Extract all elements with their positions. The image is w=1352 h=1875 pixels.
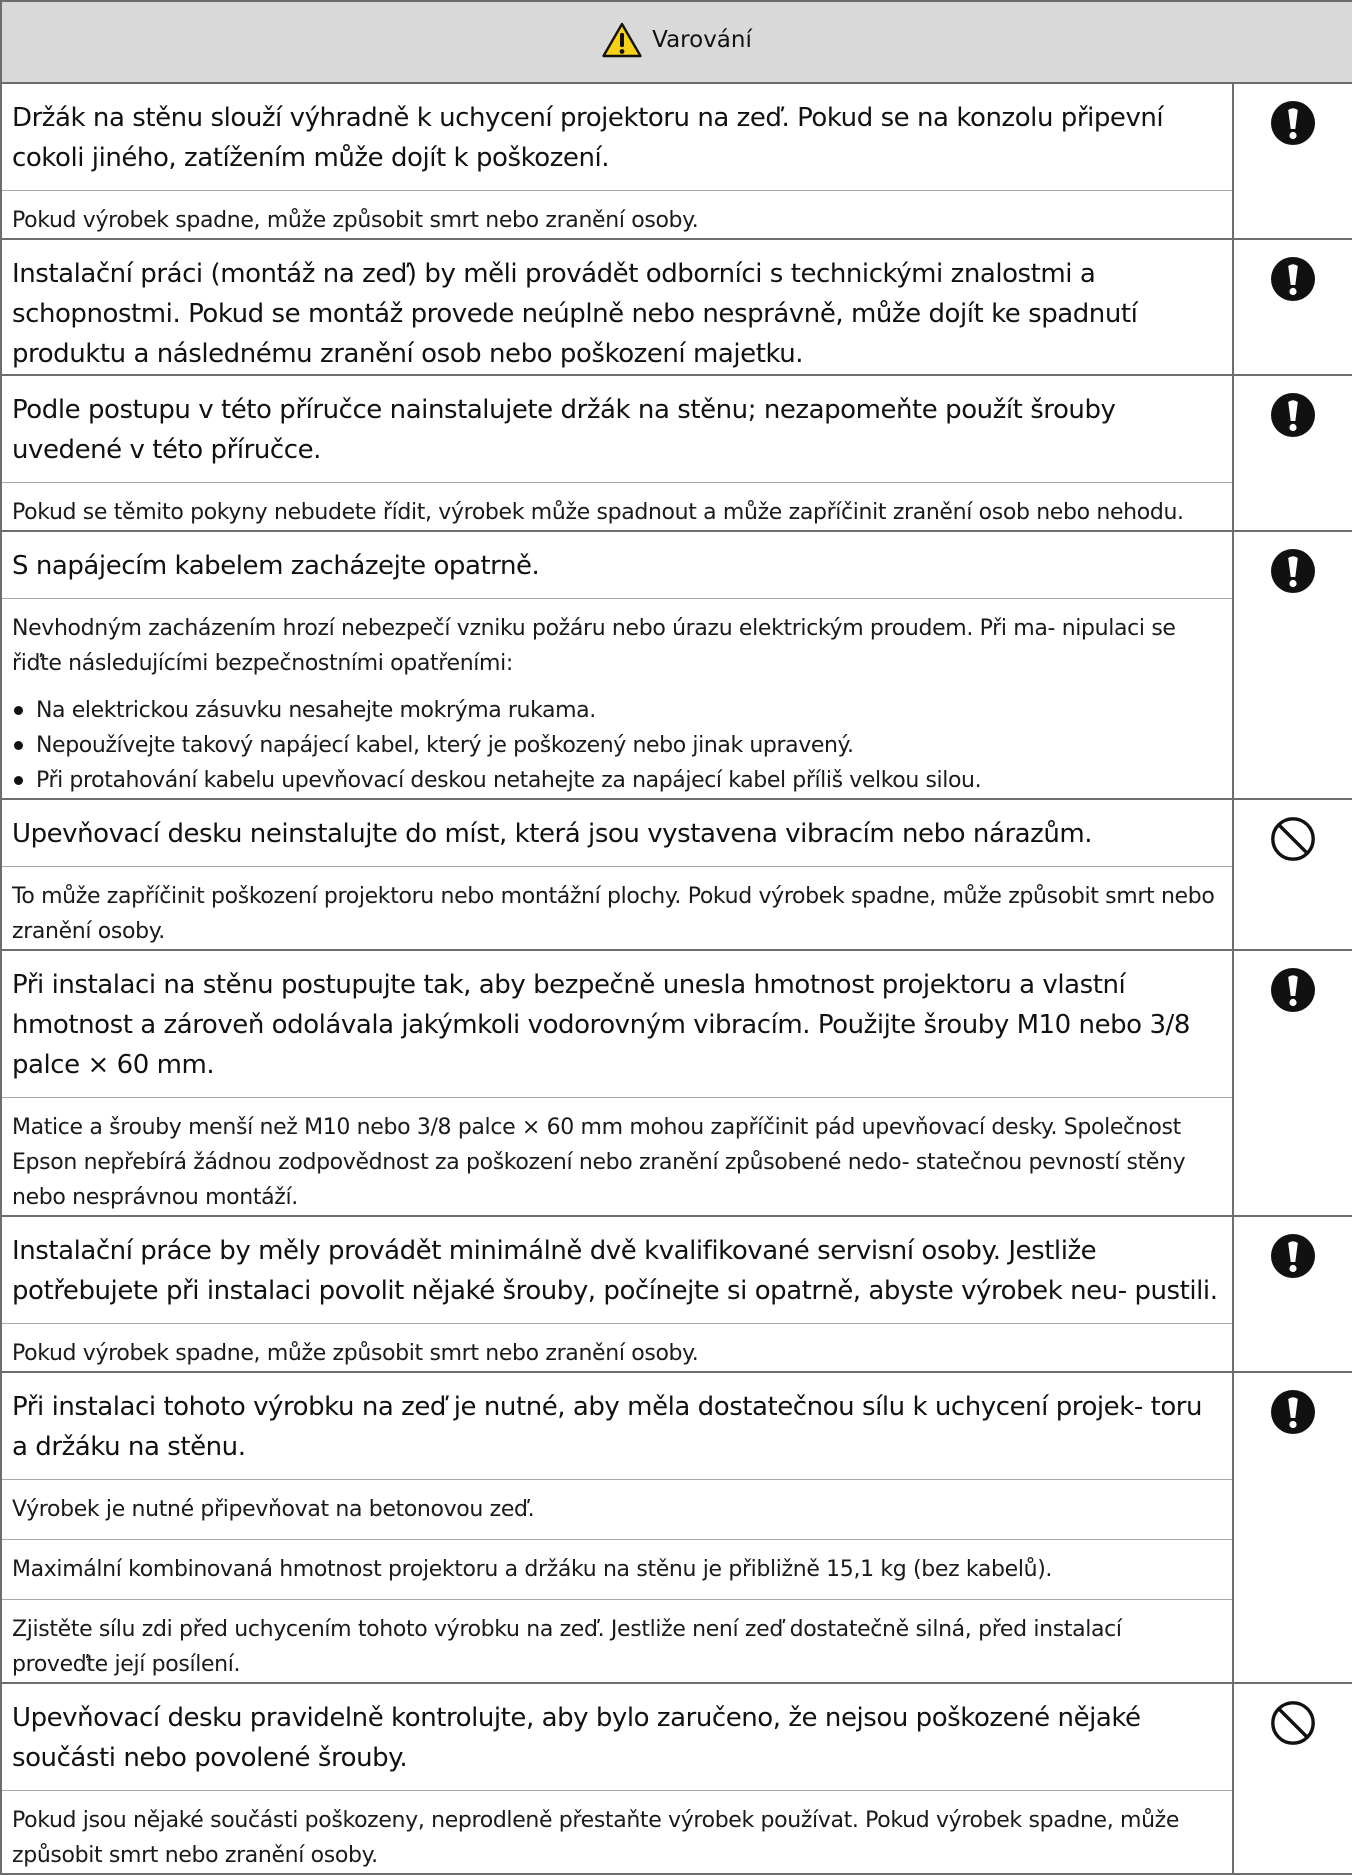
list-item: Při protahování kabelu upevňovací deskou netahejte za napájecí kabel příliš velkou silou. — [12, 763, 1222, 798]
warning-detail: Pokud výrobek spadne, může způsobit smrt nebo zranění osoby. — [12, 208, 699, 233]
warning-detail: Pokud výrobek spadne, může způsobit smrt nebo zranění osoby. — [12, 1341, 699, 1366]
row-separator — [2, 1790, 1232, 1791]
warning-text-cell — [1, 799, 1233, 950]
prohibited-icon — [1270, 1731, 1316, 1750]
warning-row — [1, 950, 1352, 1216]
warning-text-cell — [1, 375, 1233, 531]
warning-icon-cell — [1233, 239, 1352, 375]
warning-title: Při instalaci tohoto výrobku na zeď je nutné, aby měla dostatečnou sílu k uchycení projek- toru a držáku na stěnu. — [12, 1392, 1203, 1462]
warning-row — [1, 1683, 1352, 1874]
row-separator — [2, 1539, 1232, 1540]
warning-title: Držák na stěnu slouží výhradně k uchycení projektoru na zeď. Pokud se na konzolu připevní cokoli jiného, zatížením může dojít k poškození. — [12, 103, 1164, 173]
row-separator — [2, 190, 1232, 191]
warning-title: Při instalaci na stěnu postupujte tak, aby bezpečně unesla hmotnost projektoru a vlastní hmotnost a zároveň odolávala jakýmkoli vodorovným vibracím. Použijte šrouby M10 nebo 3/8 palce × 60 mm. — [12, 970, 1190, 1080]
row-separator — [2, 1323, 1232, 1324]
warning-header-row — [1, 1, 1352, 83]
mandatory-action-icon — [1270, 1420, 1316, 1439]
warning-row — [1, 83, 1352, 239]
mandatory-action-icon — [1270, 423, 1316, 442]
warning-row — [1, 531, 1352, 799]
warning-icon-cell — [1233, 531, 1352, 799]
warning-icon-cell — [1233, 950, 1352, 1216]
list-item: Na elektrickou zásuvku nesahejte mokrýma rukama. — [12, 693, 1222, 728]
warning-title: Podle postupu v této příručce nainstalujete držák na stěnu; nezapomeňte použít šrouby uvedené v této příručce. — [12, 395, 1116, 465]
warning-title: Upevňovací desku pravidelně kontrolujte, aby bylo zaručeno, že nejsou poškozené nějaké součásti nebo povolené šrouby. — [12, 1703, 1141, 1773]
precautions-list — [12, 693, 1222, 798]
row-separator — [2, 482, 1232, 483]
warning-title: Upevňovací desku neinstalujte do míst, která jsou vystavena vibracím nebo nárazům. — [12, 819, 1093, 849]
warning-icon-cell — [1233, 375, 1352, 531]
warning-text-cell — [1, 950, 1233, 1216]
warning-detail: Výrobek je nutné připevňovat na betonovou zeď. — [12, 1497, 535, 1522]
warning-text-cell — [1, 1683, 1233, 1874]
warning-icon-cell — [1233, 83, 1352, 239]
prohibited-icon — [1270, 847, 1316, 866]
warning-row — [1, 1372, 1352, 1683]
warning-row — [1, 1216, 1352, 1372]
warning-title: Instalační práce by měly provádět minimálně dvě kvalifikované servisní osoby. Jestliže potřebujete při instalaci povolit nějaké šrouby, počínejte si opatrně, abyste výrobek neu- pustili. — [12, 1236, 1218, 1306]
warning-header-title: Varování — [652, 27, 752, 53]
warning-triangle-icon — [602, 22, 642, 58]
warning-icon-cell — [1233, 1216, 1352, 1372]
mandatory-action-icon — [1270, 579, 1316, 598]
warning-detail: Pokud se těmito pokyny nebudete řídit, výrobek může spadnout a může zapříčinit zranění osob nebo nehodu. — [12, 500, 1184, 525]
row-separator — [2, 598, 1232, 599]
warning-detail: Pokud jsou nějaké součásti poškozeny, neprodleně přestaňte výrobek používat. Pokud výrobek spadne, může způsobit smrt nebo zranění osoby. — [12, 1808, 1180, 1868]
warning-icon-cell — [1233, 1683, 1352, 1874]
row-separator — [2, 866, 1232, 867]
warning-row — [1, 375, 1352, 531]
warning-icon-cell — [1233, 1372, 1352, 1683]
warning-detail: To může zapříčinit poškození projektoru nebo montážní plochy. Pokud výrobek spadne, může způsobit smrt nebo zranění osoby. — [12, 884, 1215, 944]
warning-row — [1, 239, 1352, 375]
mandatory-action-icon — [1270, 1264, 1316, 1283]
list-item: Nepoužívejte takový napájecí kabel, který je poškozený nebo jinak upravený. — [12, 728, 1222, 763]
row-separator — [2, 1097, 1232, 1098]
warning-title: Instalační práci (montáž na zeď) by měli provádět odborníci s technickými znalostmi a schopnostmi. Pokud se montáž provede neúplně nebo nesprávně, může dojít ke spadnutí produktu a následnému zranění osob nebo poškození majetku. — [12, 259, 1138, 369]
warning-detail: Maximální kombinovaná hmotnost projektoru a držáku na stěnu je přibližně 15,1 kg (bez kabelů). — [12, 1557, 1053, 1582]
warning-text-cell — [1, 83, 1233, 239]
warning-detail: Nevhodným zacházením hrozí nebezpečí vzniku požáru nebo úrazu elektrickým proudem. Při ma- nipulaci se řiďte následujícími bezpečnostními opatřeními: — [12, 616, 1176, 676]
warning-text-cell — [1, 1372, 1233, 1683]
warning-text-cell — [1, 239, 1233, 375]
warning-text-cell — [1, 531, 1233, 799]
warning-title: S napájecím kabelem zacházejte opatrně. — [12, 551, 540, 581]
warning-text-cell — [1, 1216, 1233, 1372]
mandatory-action-icon — [1270, 287, 1316, 306]
warning-row — [1, 799, 1352, 950]
mandatory-action-icon — [1270, 131, 1316, 150]
mandatory-action-icon — [1270, 998, 1316, 1017]
warning-detail: Zjistěte sílu zdi před uchycením tohoto výrobku na zeď. Jestliže není zeď dostatečně silná, před instalací proveďte její posílení. — [12, 1617, 1122, 1677]
row-separator — [2, 1479, 1232, 1480]
warning-header — [1, 1, 1352, 83]
warning-detail: Matice a šrouby menší než M10 nebo 3/8 palce × 60 mm mohou zapříčinit pád upevňovací desky. Společnost Epson nepřebírá žádnou zodpovědnost za poškození nebo zranění způsobené nedo- statečnou pevností stěny nebo nesprávnou montáží. — [12, 1115, 1186, 1210]
warning-icon-cell — [1233, 799, 1352, 950]
row-separator — [2, 1599, 1232, 1600]
